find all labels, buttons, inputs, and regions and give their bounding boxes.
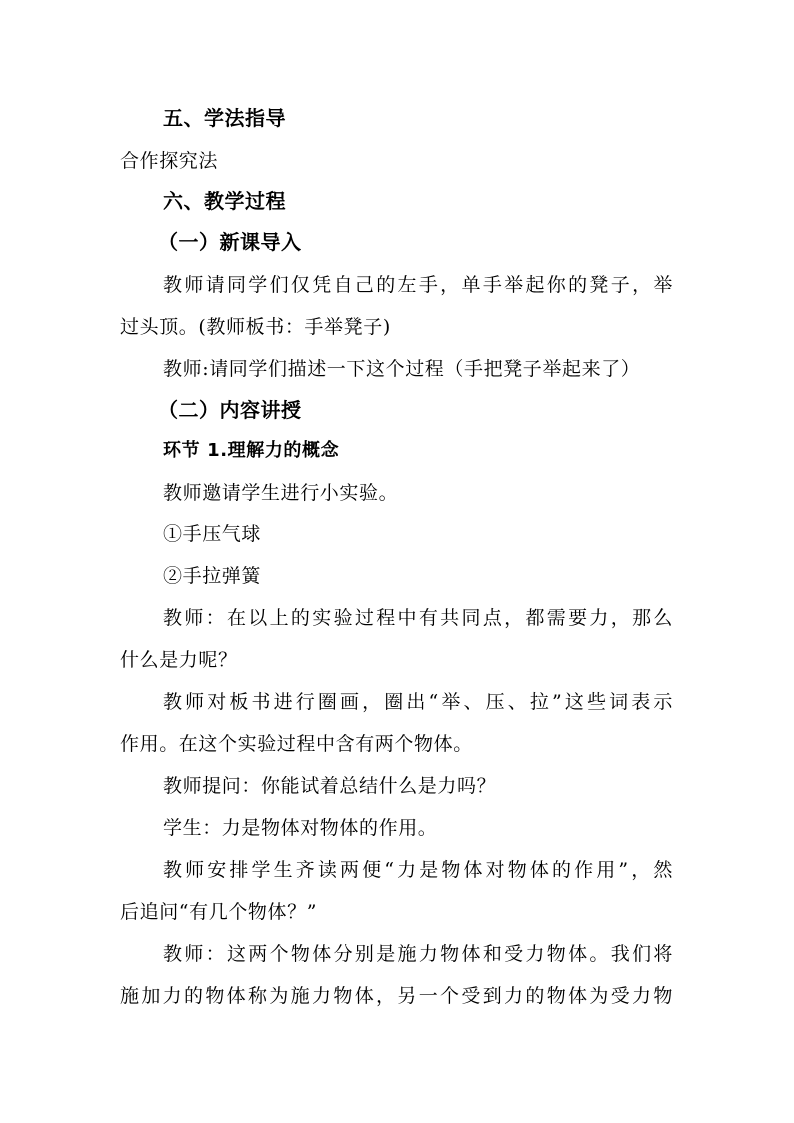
common-paragraph-line-2: 什么是力呢？ — [120, 649, 238, 671]
read-paragraph-line-1: 教师安排学生齐读两便“力是物体对物体的作用”，然 — [163, 859, 673, 881]
step-one-heading: 环节 1.理解力的概念 — [163, 440, 340, 461]
objects-paragraph-line-1: 教师：这两个物体分别是施力物体和受力物体。我们将 — [163, 943, 673, 965]
subsection-intro-heading: （一）新课导入 — [158, 230, 302, 254]
ask-paragraph: 教师提问：你能试着总结什么是力吗？ — [163, 775, 497, 797]
circle-paragraph-line-2: 作用。在这个实验过程中含有两个物体。 — [120, 733, 473, 755]
read-paragraph-line-2: 后追问“有几个物体？” — [120, 901, 318, 923]
invite-paragraph: 教师邀请学生进行小实验。 — [163, 482, 399, 504]
intro-paragraph-line-2: 过头顶。(教师板书：手举凳子) — [120, 316, 391, 338]
subsection-content-heading: （二）内容讲授 — [158, 398, 302, 422]
experiment-item-2: ②手拉弹簧 — [163, 565, 262, 587]
section-five-heading: 五、学法指导 — [163, 106, 286, 130]
common-paragraph-line-1: 教师：在以上的实验过程中有共同点，都需要力，那么 — [163, 607, 673, 629]
section-six-heading: 六、教学过程 — [163, 189, 286, 213]
student-answer-paragraph: 学生：力是物体对物体的作用。 — [163, 817, 438, 839]
experiment-item-1: ①手压气球 — [163, 523, 262, 545]
intro-paragraph-2: 教师:请同学们描述一下这个过程（手把凳子举起来了） — [163, 358, 641, 380]
circle-paragraph-line-1: 教师对板书进行圈画，圈出“举、压、拉”这些词表示 — [163, 691, 673, 713]
section-five-body: 合作探究法 — [120, 150, 219, 172]
objects-paragraph-line-2: 施加力的物体称为施力物体，另一个受到力的物体为受力物 — [120, 985, 673, 1007]
intro-paragraph-line-1: 教师请同学们仅凭自己的左手，单手举起你的凳子，举 — [163, 274, 673, 296]
